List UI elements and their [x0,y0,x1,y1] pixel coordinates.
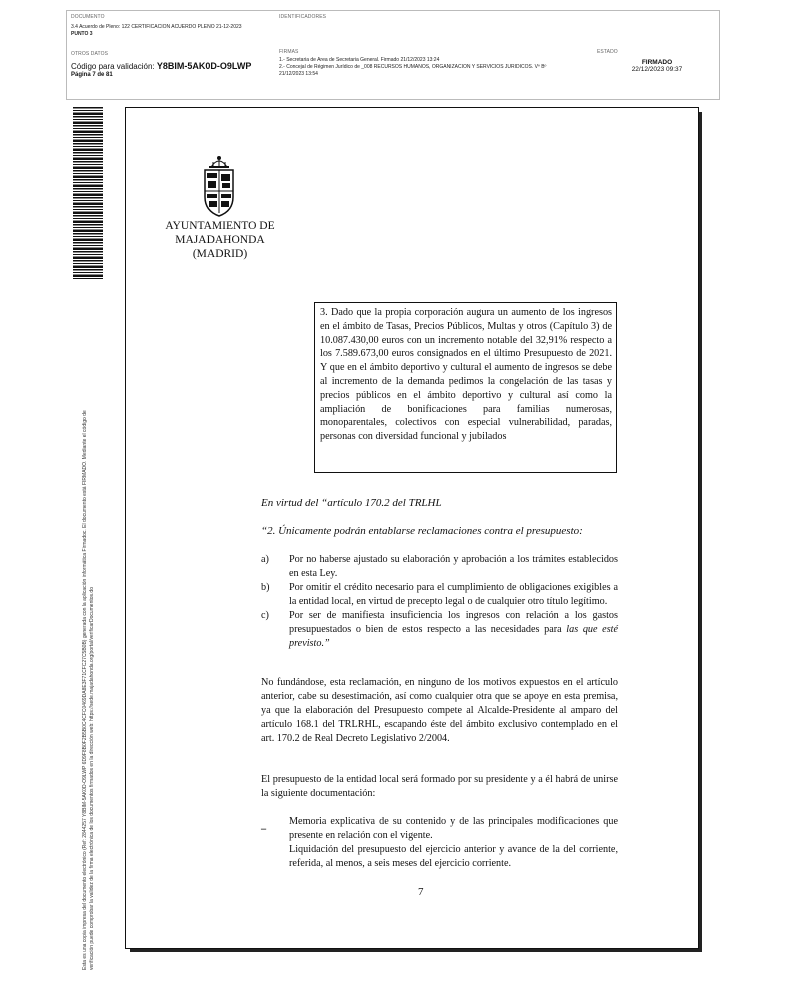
codigo-value[interactable]: Y8BIM-5AK0D-O9LWP [156,61,252,71]
documento-label: DOCUMENTO [71,14,105,20]
otros-datos-label: OTROS DATOS [71,51,109,57]
estado-label: ESTADO [597,49,618,55]
firmas-cell [275,45,593,101]
documentacion-list [261,815,618,871]
status-badge: FIRMADO [641,59,673,66]
side-line-2: verificación puede comprobar la validez de la firma electrónica de los documentos firmados en la dirección web: https://sede.majadahonda.org/portal/verificarDocumentos.do [89,587,95,970]
firma-2: 2.- Concejal de Régimen Jurídico de _008 RECURSOS HUMANOS, ORGANIZACIÓN Y SERVICIOS JURIDICOS. Vº Bº [279,64,547,70]
paragraph-quote-intro: “2. Únicamente podrán entablarse reclamaciones contra el presupuesto: [261,525,583,537]
otros-datos-cell [67,45,275,101]
estado-cell [593,45,721,101]
list-item [261,581,618,609]
letterhead-line-1: AYUNTAMIENTO DE [165,220,275,232]
list-item-text: Por no haberse ajustado su elaboración y aprobación a los trámites establecidos en esta Ley. [289,554,618,579]
list-marker: a) [261,554,269,565]
list-item [261,843,618,871]
identificadores-label: IDENTIFICADORES [279,14,327,20]
page-number: 7 [418,886,424,898]
page-shadow-bottom [130,949,702,952]
codigo-label: Código para validación: [71,62,155,71]
dash-bullet-icon: _ [261,820,267,831]
firma-1: 1.- Secretaria de Area de Secretaria General. Firmado 21/12/2023 13:24 [279,57,440,63]
letterhead [160,219,280,261]
list-item-text-italic: las que esté previsto.” [289,624,619,649]
validation-code [71,61,271,71]
firma-2-date: 21/12/2023 13:54 [279,71,318,77]
identificadores-cell [275,11,721,45]
list-marker: b) [261,582,270,593]
paragraph-documentacion: El presupuesto de la entidad local será formado por su presidente y a él habrá de unirse la siguiente documentación: [261,774,618,799]
letterhead-line-2: MAJADAHONDA [175,234,265,246]
municipal-crest-icon [198,153,240,219]
documento-line2: PUNTO 3 [71,31,93,37]
side-line-1: Esta es una copia impresa del documento electrónico (Ref: 2844257 Y8BIM-5AK0D-O9LWP 6D9F8B0F2B5B0C4CFC0469DA8E3F71CFC27C5B0B) generada con la aplicación informática Firmadoc. El documento está FIRMADO. Mediante el código de [82,410,88,970]
page-shadow-right [699,112,702,952]
estado-fecha: 22/12/2023 09:37 [631,66,683,73]
list-item-text: Liquidación del presupuesto del ejercicio anterior y avance de la del corriente, referida, al menos, a seis meses del ejercicio corriente. [289,844,618,869]
document-header [66,10,720,100]
reclamaciones-list [261,553,618,651]
list-item [261,815,618,843]
documento-line1: 3.4 Acuerdo de Pleno: 122 CERTIFICACION ACUERDO PLENO 21-12-2023 [71,24,242,30]
side-verification-text [82,100,96,970]
list-item-text: Por omitir el crédito necesario para el cumplimiento de obligaciones exigibles a la entidad local, en virtud de precepto legal o de cualquier otro título legítimo. [289,582,618,607]
firmas-label: FIRMAS [279,49,299,55]
list-item-text: Memoria explicativa de su contenido y de las principales modificaciones que presente en relación con el vigente. [289,816,618,841]
paragraph-article-ref: En virtud del “artículo 170.2 del TRLHL [261,497,442,509]
list-item [261,553,618,581]
page-count: Página 7 de 81 [71,72,113,78]
documento-cell [67,11,275,45]
paragraph-fundamentacion: No fundándose, esta reclamación, en ninguno de los motivos expuestos en el artículo anterior, cabe su desestimación, así como cualquier otra que se apoye en esta premisa, ya que la elaboración del Presupuesto compete al Alcalde-Presidente al amparo del artículo 168.1 del TRLRHL, escapando éste del ámbito exclusivo contemplado en el art. 170.2 de Real Decreto Legislativo 2/2004. [261,677,618,744]
list-marker: c) [261,610,269,621]
list-item-text: Por ser de manifiesta insuficiencia los ingresos con relación a los gastos presupuestados o bien de estos respecto a las necesidades para [289,610,618,635]
list-item [261,609,618,651]
letterhead-line-3: (MADRID) [192,248,248,260]
boxed-paragraph: 3. Dado que la propia corporación augura un aumento de los ingresos en el ámbito de Tasas, Precios Públicos, Multas y otros (Capítulo 3) de 10.087.430,00 euros con un incremento notable del 32,91% respecto a los 7.589.673,00 euros consignados en el último Presupuesto de 2021. Y que en el ámbito deportivo y cultural el aumento de ingresos se debe al incremento de la demanda pedimos la congelación de las tasas y precios públicos en el ámbito deportivo y cultural así como la ampliación de bonificaciones para familias numerosas, monoparentales, colectivos con especial vulnerabilidad, paradas, personas con diversidad funcional y jubilados [314,302,617,473]
